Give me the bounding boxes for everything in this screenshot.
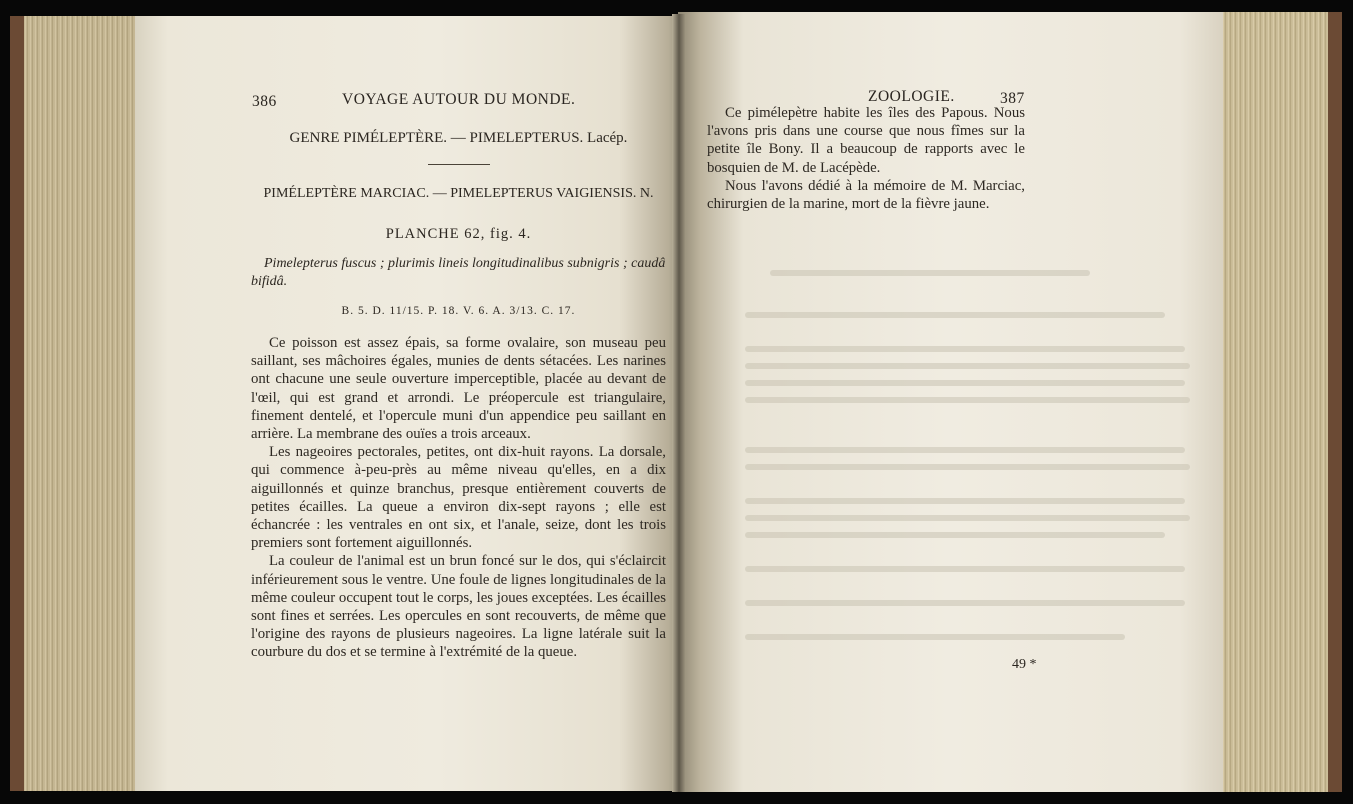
fin-formula: B. 5. D. 11/15. P. 18. V. 6. A. 3/13. C. 17. <box>341 305 576 317</box>
right-page-edges <box>1212 12 1342 792</box>
running-title-right: ZOOLOGIE. <box>868 88 955 105</box>
page-number-left: 386 <box>252 93 277 110</box>
plate-reference: PLANCHE 62, fig. 4. <box>385 226 532 242</box>
section-rule <box>428 164 490 165</box>
right-body-text <box>707 104 1025 213</box>
paragraph: Ce pimélepètre habite les îles des Papous. Nous l'avons pris dans une course que nous fîmes sur la petite île Bony. Il a beaucoup de rapports avec le bosquien de M. de Lacépède. <box>707 105 1025 176</box>
book-gutter <box>672 14 686 792</box>
latin-description-line2: bifidâ. <box>251 274 288 289</box>
genus-heading: GENRE PIMÉLEPTÈRE. — PIMELEPTERUS. Lacép. <box>289 130 628 146</box>
signature-mark: 49 * <box>1012 657 1037 672</box>
paragraph: Nous l'avons dédié à la mémoire de M. Marciac, chirurgien de la marine, mort de la fièvre jaune. <box>707 177 1025 213</box>
paragraph: La couleur de l'animal est un brun foncé sur le dos, qui s'éclaircit inférieurement sous le ventre. Une foule de lignes longitudinales de la même couleur occupent tout le corps, les joues exceptées. Les écailles sont fines et serrées. Les opercules en sont recouverts, de même que l'origine des rayons de plusieurs nageoires. La ligne latérale suit la courbure du dos et se termine à l'extrémité de la queue. <box>251 553 666 661</box>
left-page-edges <box>10 16 142 791</box>
running-title-left: VOYAGE AUTOUR DU MONDE. <box>342 91 576 108</box>
left-body-text <box>251 334 666 662</box>
paragraph: Ce poisson est assez épais, sa forme ovalaire, son museau peu saillant, ses mâchoires égales, munies de dents sétacées. Les narines ont chacune une seule ouverture imperceptible, placée au devant de l'œil, qui est grand et arrondi. Le préopercule est triangulaire, finement dentelé, et l'opercule muni d'un appendice peu saillant en arrière. La membrane des ouïes a trois arceaux. <box>251 335 666 443</box>
page-number-right: 387 <box>1000 90 1025 107</box>
species-heading: PIMÉLEPTÈRE MARCIAC. — PIMELEPTERUS VAIGIENSIS. N. <box>263 186 654 201</box>
paragraph: Les nageoires pectorales, petites, ont dix-huit rayons. La dorsale, qui commence à-peu-près au même niveau qu'elles, en a dix aiguillonnés et quinze branchus, presque entièrement couverts de petites écailles. La queue a environ dix-sept rayons ; elle est échancrée : les ventrales en ont six, et l'anale, seize, dont les trois premiers sont fortement aiguillonnés. <box>251 444 666 552</box>
latin-description-line1: Pimelepterus fuscus ; plurimis lineis longitudinalibus subnigris ; caudâ <box>264 256 666 271</box>
